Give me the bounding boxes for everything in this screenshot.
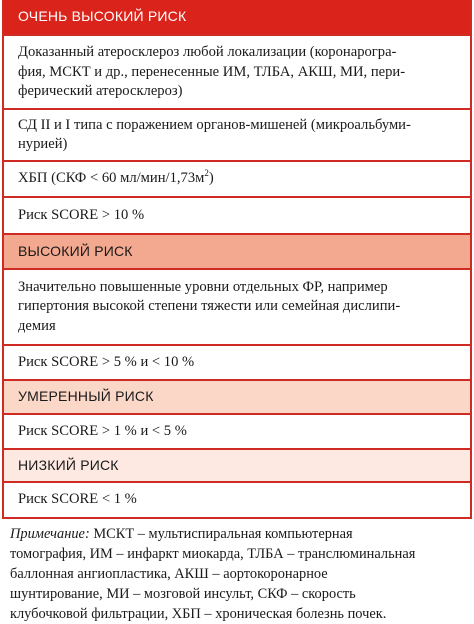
criterion-line: Значительно повышенные уровни отдельных ФР, например	[18, 278, 388, 295]
very-high-risk-criterion-diabetes	[4, 108, 470, 160]
criterion-line: ферический атеросклероз)	[18, 83, 183, 100]
criterion-line: Доказанный атеросклероз любой локализации (коронарогра-	[18, 44, 397, 61]
criterion-line: демия	[18, 317, 56, 334]
high-risk-header	[4, 233, 470, 268]
note-line: клубочковой фильтрации, ХБП – хроническая болезнь почек.	[10, 606, 387, 622]
low-risk-criterion-score	[4, 481, 470, 517]
low-risk-header	[4, 448, 470, 481]
high-risk-criterion-score	[4, 344, 470, 379]
criterion-text: Риск SCORE > 1 % и < 5 %	[18, 422, 187, 439]
very-high-risk-criterion-ckd	[4, 160, 470, 196]
high-risk-criterion-risk-factors	[4, 268, 470, 344]
risk-table	[2, 0, 472, 519]
very-high-risk-criterion-score	[4, 196, 470, 233]
criterion-line: гипертония высокой степени тяжести или семейная дислипи-	[18, 298, 401, 315]
ckd-text: ХБП (СКФ < 60 мл/мин/1,73м	[18, 170, 205, 187]
note-line: шунтирование, МИ – мозговой инсульт, СКФ – скорость	[10, 586, 356, 602]
high-risk-title: ВЫСОКИЙ РИСК	[18, 242, 133, 259]
ckd-text-end: )	[208, 170, 214, 187]
criterion-line: нурией)	[18, 136, 68, 152]
low-risk-title: НИЗКИЙ РИСК	[18, 456, 119, 473]
criterion-text: Риск SCORE < 1 %	[18, 491, 137, 508]
ckd-superscript: 2	[204, 168, 209, 179]
note-line: МСКТ – мультиспиральная компьютерная	[89, 526, 353, 542]
note-line: томография, ИМ – инфаркт миокарда, ТЛБА – транслюминальная	[10, 546, 416, 562]
very-high-risk-criterion-atherosclerosis	[4, 34, 470, 108]
very-high-risk-header	[4, 0, 470, 34]
note-label: Примечание:	[10, 526, 90, 542]
very-high-risk-title: ОЧЕНЬ ВЫСОКИЙ РИСК	[18, 8, 187, 25]
criterion-line: фия, МСКТ и др., перенесенные ИМ, ТЛБА, АКШ, МИ, пери-	[18, 63, 406, 80]
criterion-text	[18, 169, 214, 189]
criterion-line: СД II и I типа с поражением органов-мишеней (микроальбуми-	[18, 116, 411, 133]
criterion-text: Риск SCORE > 5 % и < 10 %	[18, 353, 195, 370]
criterion-text: Риск SCORE > 10 %	[18, 206, 145, 223]
moderate-risk-header	[4, 379, 470, 413]
table-note	[10, 524, 468, 624]
note-line: баллонная ангиопластика, АКШ – аортокоронарное	[10, 566, 328, 582]
moderate-risk-title: УМЕРЕННЫЙ РИСК	[18, 388, 154, 405]
moderate-risk-criterion-score	[4, 413, 470, 448]
